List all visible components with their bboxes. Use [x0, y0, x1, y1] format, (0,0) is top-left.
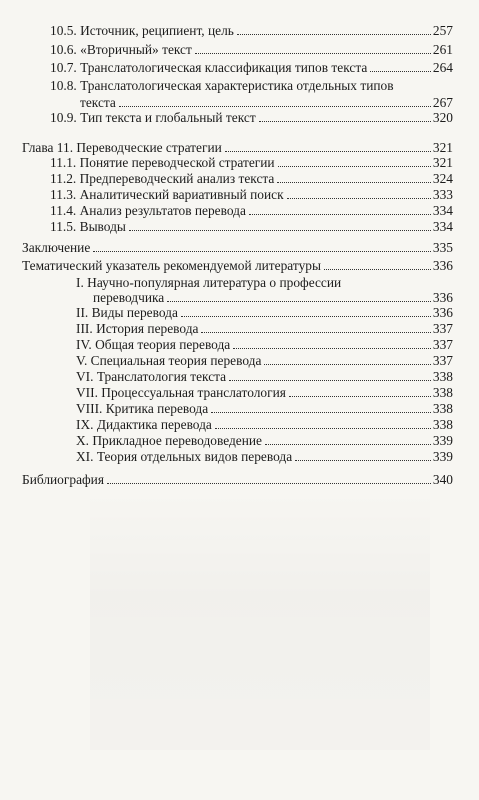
toc-entry-page: 334 [432, 203, 453, 218]
dot-leader [211, 412, 431, 413]
toc-entry-title-cont: переводчика [93, 290, 165, 305]
toc-entry [76, 321, 453, 337]
toc-entry [76, 385, 453, 401]
toc-entry [76, 417, 453, 433]
toc-entry-title: IX. Дидактика перевода [76, 417, 212, 432]
dot-leader [107, 483, 431, 484]
toc-entry-title: 10.6. «Вторичный» текст [50, 42, 192, 57]
toc-entry [80, 95, 453, 111]
toc-entry-title: 10.8. Транслатологическая характеристика отдельных типов [50, 78, 394, 93]
dot-leader [289, 396, 431, 397]
dot-leader [259, 121, 431, 122]
toc-entry-page: 264 [432, 60, 453, 75]
toc-entry-title: VII. Процессуальная транслатология [76, 385, 286, 400]
dot-leader [215, 428, 431, 429]
toc-entry [93, 290, 453, 306]
toc-entry-title: 11.2. Предпереводческий анализ текста [50, 171, 275, 186]
toc-entry [50, 171, 453, 187]
dot-leader [119, 106, 431, 107]
dot-leader [264, 364, 431, 365]
toc-entry-page: 321 [432, 155, 453, 170]
toc-entry-page: 320 [432, 110, 453, 125]
toc-chapter-title: Глава 11. Переводческие стратегии [22, 140, 222, 155]
toc-entry-page: 338 [432, 401, 453, 416]
toc-entry [50, 219, 453, 235]
toc-entry-title-cont: текста [80, 95, 116, 110]
dot-leader [195, 53, 431, 54]
toc-entry-title: I. Научно-популярная литература о профессии [76, 275, 342, 290]
toc-entry [50, 203, 453, 219]
toc-entry [50, 110, 453, 126]
toc-entry-page: 338 [432, 369, 453, 384]
toc-entry-page: 324 [432, 171, 453, 186]
toc-entry [50, 60, 453, 76]
toc-chapter [22, 140, 453, 156]
dot-leader [201, 332, 430, 333]
toc-entry-title: 10.7. Транслатологическая классификация типов текста [50, 60, 368, 75]
toc-entry [76, 449, 453, 465]
toc-entry-page: 337 [432, 353, 453, 368]
dot-leader [287, 198, 431, 199]
toc-entry-title: 11.5. Выводы [50, 219, 126, 234]
dot-leader [237, 34, 431, 35]
toc-entry-page: 333 [432, 187, 453, 202]
dot-leader [229, 380, 431, 381]
toc-entry [50, 23, 453, 39]
toc-entry-title: 10.9. Тип текста и глобальный текст [50, 110, 256, 125]
dot-leader [324, 269, 431, 270]
toc-entry-page: 338 [432, 385, 453, 400]
toc-chapter [22, 258, 453, 274]
toc-entry-page: 337 [432, 337, 453, 352]
toc-entry [76, 369, 453, 385]
dot-leader [249, 214, 431, 215]
toc-entry-title: III. История перевода [76, 321, 199, 336]
toc-entry-title: V. Специальная теория перевода [76, 353, 262, 368]
toc-chapter-title: Тематический указатель рекомендуемой литературы [22, 258, 321, 273]
dot-leader [233, 348, 431, 349]
toc-entry-page: 336 [432, 290, 453, 305]
toc-entry-page: 339 [432, 449, 453, 464]
dot-leader [167, 301, 431, 302]
toc-entry-page: 321 [432, 140, 453, 155]
toc-chapter-title: Библиография [22, 472, 105, 487]
toc-chapter-title: Заключение [22, 240, 91, 255]
paper-show-through [90, 490, 430, 750]
dot-leader [129, 230, 431, 231]
toc-entry [50, 42, 453, 58]
dot-leader [93, 251, 431, 252]
toc-entry-title: 11.3. Аналитический вариативный поиск [50, 187, 284, 202]
toc-entry-title: II. Виды перевода [76, 305, 178, 320]
toc-entry-title: X. Прикладное переводоведение [76, 433, 262, 448]
dot-leader [295, 460, 431, 461]
toc-entry [76, 305, 453, 321]
toc-entry-title: 11.4. Анализ результатов перевода [50, 203, 246, 218]
toc-entry [76, 337, 453, 353]
toc-entry [76, 433, 453, 449]
toc-entry [50, 187, 453, 203]
toc-entry [76, 401, 453, 417]
toc-entry-page: 261 [432, 42, 453, 57]
dot-leader [265, 444, 431, 445]
toc-entry-page: 335 [432, 240, 453, 255]
toc-entry-page: 337 [432, 321, 453, 336]
toc-entry-title: 10.5. Источник, реципиент, цель [50, 23, 234, 38]
dot-leader [278, 166, 431, 167]
dot-leader [225, 151, 431, 152]
dot-leader [370, 71, 431, 72]
toc-entry-title: VI. Транслатология текста [76, 369, 227, 384]
dot-leader [181, 316, 431, 317]
toc-entry [50, 155, 453, 171]
toc-entry-page: 340 [432, 472, 453, 487]
toc-entry-title: VIII. Критика перевода [76, 401, 209, 416]
toc-chapter [22, 240, 453, 256]
toc-entry-page: 267 [432, 95, 453, 110]
toc-entry-title: 11.1. Понятие переводческой стратегии [50, 155, 275, 170]
dot-leader [277, 182, 431, 183]
toc-entry-page: 336 [432, 305, 453, 320]
toc-entry-page: 336 [432, 258, 453, 273]
toc-entry [76, 353, 453, 369]
toc-entry-page: 339 [432, 433, 453, 448]
toc-entry-page: 257 [432, 23, 453, 38]
toc-chapter [22, 472, 453, 488]
toc-entry-title: IV. Общая теория перевода [76, 337, 231, 352]
toc-entry-page: 334 [432, 219, 453, 234]
toc-entry-page: 338 [432, 417, 453, 432]
toc-entry-title: XI. Теория отдельных видов перевода [76, 449, 293, 464]
